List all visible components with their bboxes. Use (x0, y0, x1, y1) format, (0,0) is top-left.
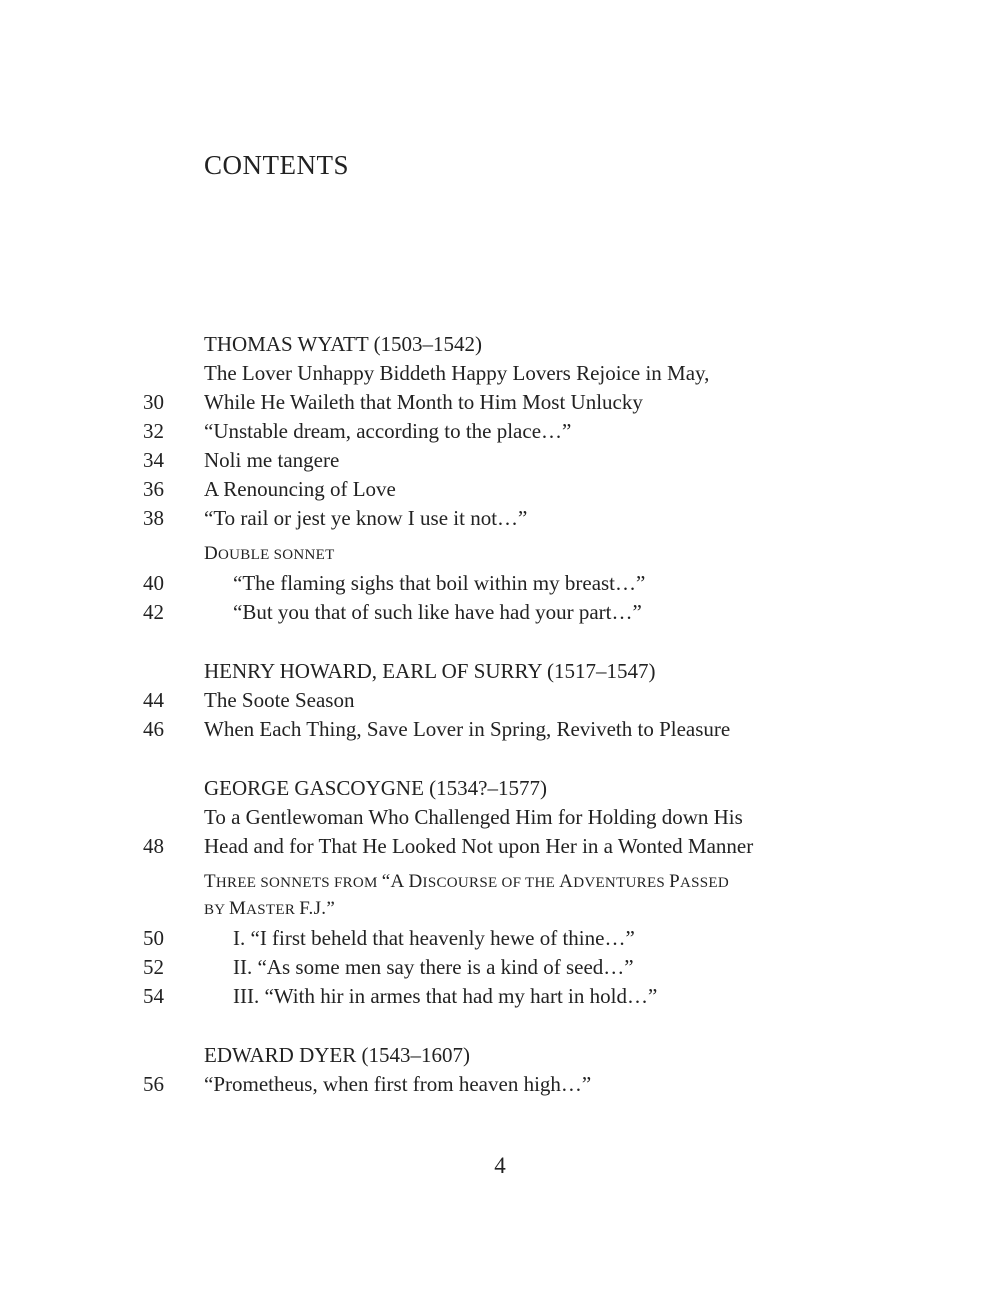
entry-title: “To rail or jest ye know I use it not…” (204, 506, 528, 530)
subheading-capital: T (204, 871, 216, 892)
toc-entry[interactable] (0, 1070, 1000, 1099)
toc-entry[interactable] (0, 359, 1000, 388)
entry-title: When Each Thing, Save Lover in Spring, Reviveth to Pleasure (204, 717, 731, 741)
entry-title: II. “As some men say there is a kind of seed…” (233, 955, 634, 979)
section-subheading-three-sonnets-cont (204, 895, 1000, 924)
page-folio: 4 (494, 1153, 506, 1178)
subheading-capital: D (204, 543, 219, 564)
toc-entry[interactable] (0, 417, 1000, 446)
page-title: CONTENTS (204, 150, 349, 180)
toc-entry[interactable] (0, 598, 1000, 627)
subheading-capital: A (559, 871, 574, 892)
subheading-text: ISCOURSE OF THE (422, 875, 560, 891)
toc-entry[interactable] (0, 715, 1000, 744)
toc-entry[interactable] (0, 686, 1000, 715)
subheading-text: ASTER (246, 902, 300, 918)
subheading-capital: P (669, 871, 680, 892)
subheading-text: BY (204, 902, 229, 918)
toc-entry[interactable] (0, 475, 1000, 504)
section-subheading-double-sonnet (204, 540, 1000, 569)
page-number: 32 (143, 419, 164, 443)
author-heading-gascoygne: GEORGE GASCOYGNE (1534?–1577) (204, 776, 547, 800)
entry-title: I. “I first beheld that heavenly hewe of thine…” (233, 926, 635, 950)
page-number: 36 (143, 477, 164, 501)
entry-title: Head and for That He Looked Not upon Her in a Wonted Manner (204, 834, 754, 858)
author-heading-howard: HENRY HOWARD, EARL OF SURRY (1517–1547) (204, 659, 656, 683)
toc-entry[interactable] (0, 803, 1000, 832)
entry-title: The Soote Season (204, 688, 355, 712)
subheading-text: HREE SONNETS FROM (215, 875, 382, 891)
toc-entry[interactable] (0, 446, 1000, 475)
toc-entry[interactable] (0, 504, 1000, 533)
subheading-text: DVENTURES (573, 875, 670, 891)
toc-entry[interactable] (0, 569, 1000, 598)
page-number: 44 (143, 688, 164, 712)
page-number: 46 (143, 717, 164, 741)
toc-entry[interactable] (0, 924, 1000, 953)
page-number: 38 (143, 506, 164, 530)
page-number: 48 (143, 834, 164, 858)
entry-title: The Lover Unhappy Biddeth Happy Lovers Rejoice in May, (204, 361, 710, 385)
page-number: 42 (143, 600, 164, 624)
entry-title: “But you that of such like have had your part…” (233, 600, 642, 624)
subheading-text: ASSED (680, 875, 730, 891)
table-of-contents (0, 330, 1000, 1099)
page-number: 50 (143, 926, 164, 950)
entry-title: Noli me tangere (204, 448, 340, 472)
page-number: 30 (143, 390, 164, 414)
toc-entry[interactable] (0, 832, 1000, 861)
toc-entry[interactable] (0, 953, 1000, 982)
entry-title: While He Waileth that Month to Him Most Unlucky (204, 390, 643, 414)
entry-title: A Renouncing of Love (204, 477, 396, 501)
subheading-capital: “A D (381, 871, 423, 892)
subheading-text: OUBLE SONNET (218, 547, 335, 563)
section-subheading-three-sonnets (204, 868, 1000, 897)
toc-entry[interactable] (0, 982, 1000, 1011)
subheading-capital: F.J.” (299, 898, 336, 919)
subheading-capital: M (228, 898, 247, 919)
page-number: 34 (143, 448, 164, 472)
page-number: 52 (143, 955, 164, 979)
entry-title: III. “With hir in armes that had my hart in hold…” (233, 984, 658, 1008)
entry-title: “Prometheus, when first from heaven high…” (204, 1072, 592, 1096)
entry-title: To a Gentlewoman Who Challenged Him for Holding down His (204, 805, 743, 829)
entry-title: “Unstable dream, according to the place…” (204, 419, 572, 443)
author-heading-dyer: EDWARD DYER (1543–1607) (204, 1043, 470, 1067)
entry-title: “The flaming sighs that boil within my breast…” (233, 571, 646, 595)
author-heading-wyatt: THOMAS WYATT (1503–1542) (204, 332, 483, 356)
toc-entry[interactable] (0, 388, 1000, 417)
page-number: 54 (143, 984, 164, 1008)
page-number: 40 (143, 571, 164, 595)
page-number: 56 (143, 1072, 164, 1096)
